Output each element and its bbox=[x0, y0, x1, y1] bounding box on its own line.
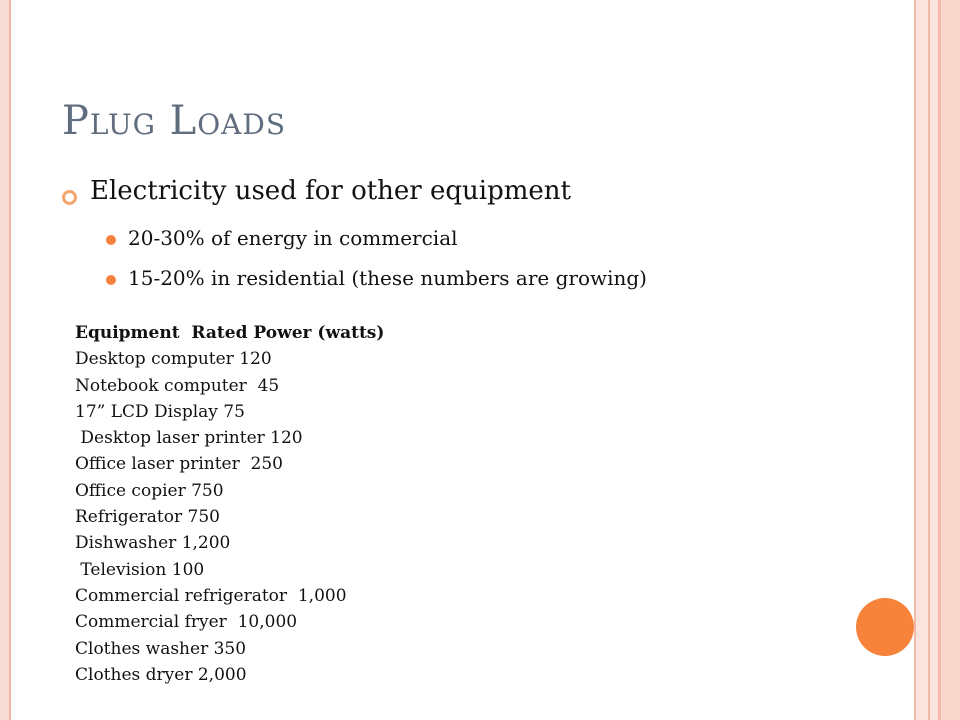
table-row: Desktop computer 120 bbox=[75, 349, 272, 370]
equipment-power-table bbox=[75, 320, 384, 688]
right-edge-decoration bbox=[914, 0, 960, 720]
table-row: Television 100 bbox=[75, 559, 205, 580]
sub-bullet-text: 15-20% in residential (these numbers are growing) bbox=[128, 266, 647, 290]
table-header: Equipment Rated Power (watts) bbox=[75, 323, 385, 343]
right-stripe bbox=[930, 0, 938, 720]
sub-bullet-text: 20-30% of energy in commercial bbox=[128, 226, 458, 250]
table-row: Desktop laser printer 120 bbox=[75, 428, 303, 449]
dot-bullet-icon bbox=[106, 235, 116, 245]
table-row: Clothes washer 350 bbox=[75, 638, 247, 659]
ring-bullet-icon bbox=[62, 190, 77, 205]
table-row: 17” LCD Display 75 bbox=[75, 401, 245, 422]
table-row: Office copier 750 bbox=[75, 480, 224, 501]
table-row: Office laser printer 250 bbox=[75, 454, 283, 475]
table-row: Notebook computer 45 bbox=[75, 375, 280, 396]
left-edge-line bbox=[9, 0, 11, 720]
dot-bullet-icon bbox=[106, 275, 116, 285]
slide-title: Plug Loads bbox=[62, 98, 287, 144]
table-row: Clothes dryer 2,000 bbox=[75, 664, 247, 685]
orange-circle-decoration bbox=[856, 598, 914, 656]
right-stripe bbox=[916, 0, 928, 720]
table-row: Commercial fryer 10,000 bbox=[75, 612, 298, 633]
main-bullet-text: Electricity used for other equipment bbox=[90, 176, 571, 206]
table-row: Commercial refrigerator 1,000 bbox=[75, 585, 347, 606]
right-stripe bbox=[941, 0, 960, 720]
table-row: Dishwasher 1,200 bbox=[75, 533, 231, 554]
table-row: Refrigerator 750 bbox=[75, 507, 220, 528]
